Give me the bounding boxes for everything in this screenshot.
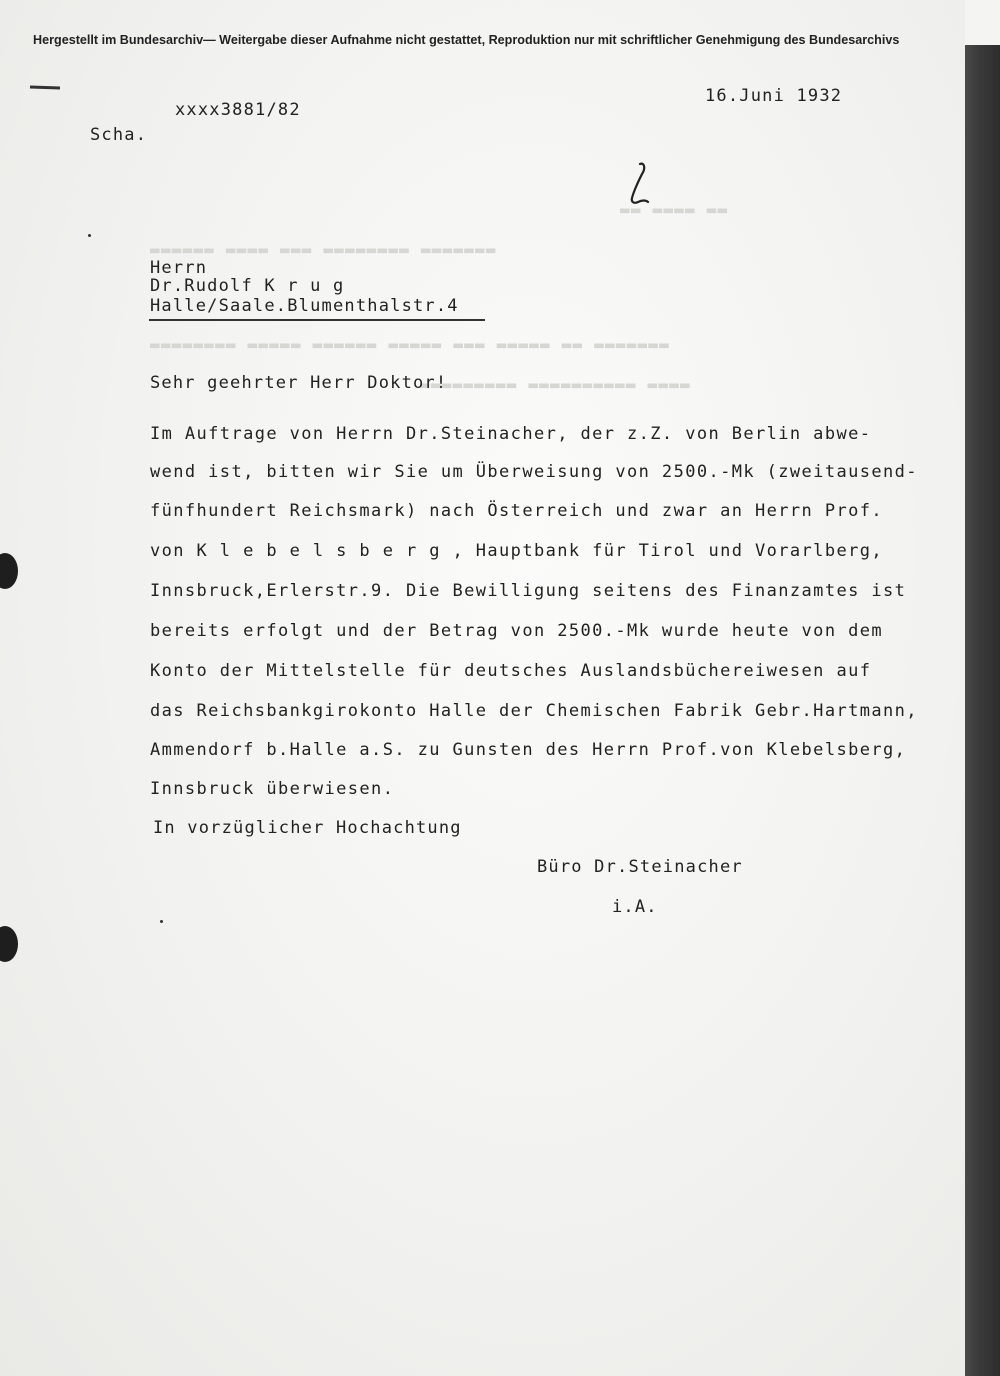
bleed-through-text: ▬▬ ▬▬▬▬ ▬▬ bbox=[620, 200, 729, 219]
bleed-through-text: ▬▬▬▬▬▬▬▬ ▬▬▬▬▬ ▬▬▬▬▬▬ ▬▬▬▬▬ ▬▬▬ ▬▬▬▬▬ ▬▬ ▬▬▬▬▬▬▬ bbox=[150, 335, 670, 354]
address-underline bbox=[149, 319, 485, 321]
letter-date: 16.Juni 1932 bbox=[705, 86, 843, 106]
bleed-through-text: ▬▬▬▬▬▬ ▬▬▬▬ ▬▬▬ ▬▬▬▬▬▬▬▬ ▬▬▬▬▬▬▬ bbox=[150, 240, 497, 259]
handwritten-mark-icon bbox=[622, 160, 652, 210]
body-line: wend ist, bitten wir Sie um Überweisung von 2500.-Mk (zweitausend- bbox=[150, 462, 918, 482]
scan-speck bbox=[160, 920, 163, 923]
body-line: bereits erfolgt und der Betrag von 2500.-Mk wurde heute von dem bbox=[150, 621, 883, 641]
signature-note: i.A. bbox=[612, 897, 658, 917]
body-line: das Reichsbankgirokonto Halle der Chemischen Fabrik Gebr.Hartmann, bbox=[150, 701, 918, 721]
scan-speck bbox=[88, 234, 91, 237]
archive-notice: Hergestellt im Bundesarchiv— Weitergabe dieser Aufnahme nicht gestattet, Reproduktion nur mit schriftlicher Genehmigung des Bundesarchivs bbox=[33, 33, 900, 47]
body-line: Innsbruck überwiesen. bbox=[150, 779, 395, 799]
bleed-through-text: ▬▬▬▬▬▬▬▬▬ ▬▬▬▬▬▬▬▬▬▬ ▬▬▬▬ bbox=[420, 375, 691, 394]
body-line: Innsbruck,Erlerstr.9. Die Bewilligung seitens des Finanzamtes ist bbox=[150, 581, 907, 601]
signature-block: Büro Dr.Steinacher bbox=[537, 857, 743, 877]
body-line: von K l e b e l s b e r g , Hauptbank für Tirol und Vorarlberg, bbox=[150, 541, 883, 561]
sender-initials: Scha. bbox=[90, 125, 148, 145]
scan-dark-edge bbox=[965, 45, 1000, 1376]
body-line: Konto der Mittelstelle für deutsches Auslandsbüchereiwesen auf bbox=[150, 661, 872, 681]
recipient-line-1: Herrn bbox=[150, 258, 208, 278]
body-line: Im Auftrage von Herrn Dr.Steinacher, der z.Z. von Berlin abwe- bbox=[150, 424, 872, 444]
body-line: Ammendorf b.Halle a.S. zu Gunsten des Herrn Prof.von Klebelsberg, bbox=[150, 740, 907, 760]
recipient-line-2: Dr.Rudolf K r u g bbox=[150, 276, 345, 296]
recipient-line-3: Halle/Saale.Blumenthalstr.4 bbox=[150, 296, 459, 316]
salutation: Sehr geehrter Herr Doktor! bbox=[150, 373, 448, 393]
reference-number: xxxx3881/82 bbox=[175, 100, 301, 120]
body-line: fünfhundert Reichsmark) nach Österreich und zwar an Herrn Prof. bbox=[150, 501, 883, 521]
closing-phrase: In vorzüglicher Hochachtung bbox=[153, 818, 462, 838]
